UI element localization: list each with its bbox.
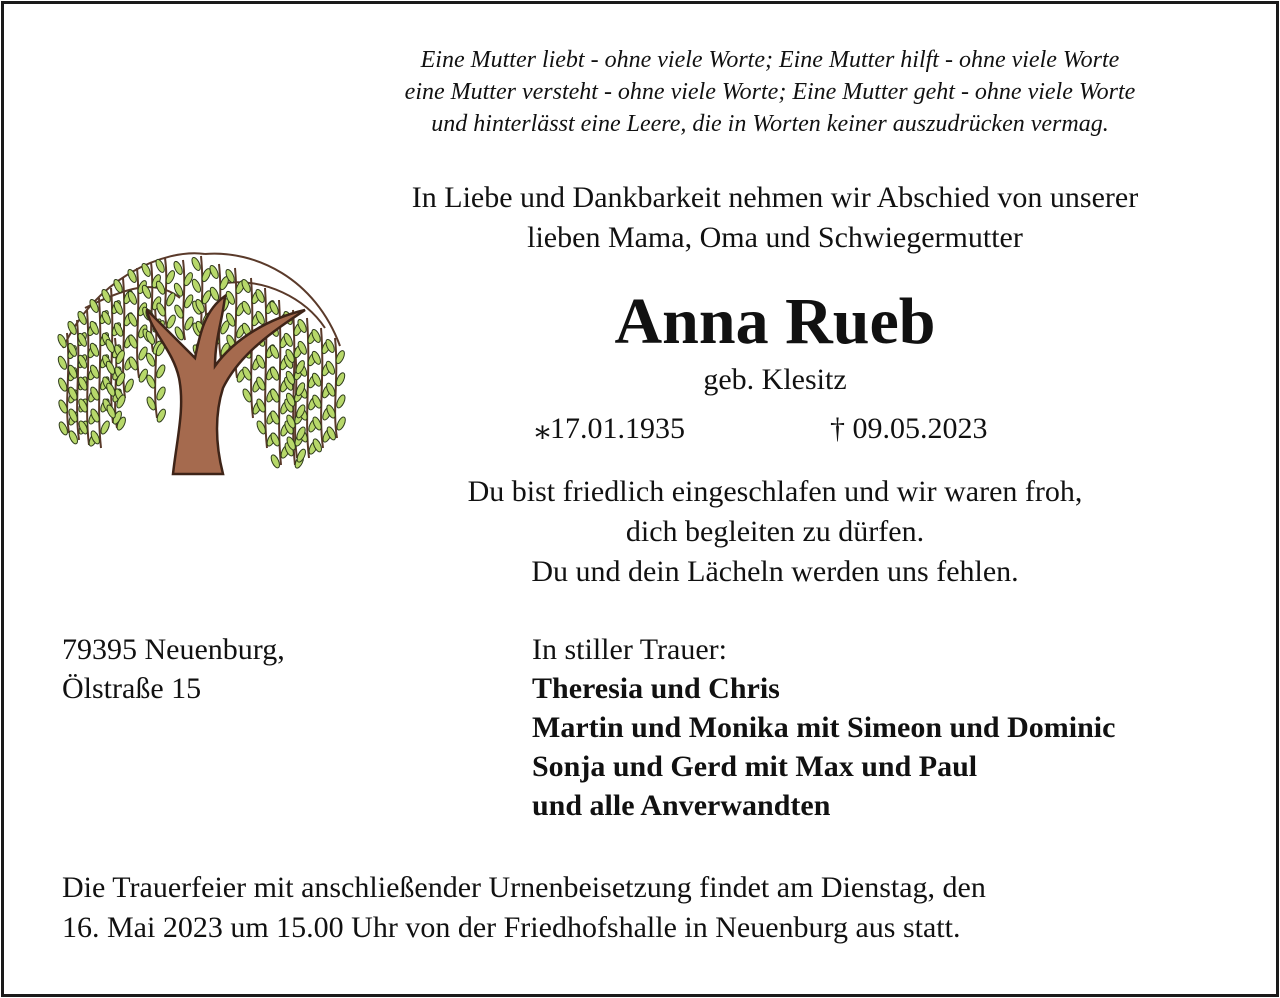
mourners-heading: In stiller Trauer: (532, 633, 727, 666)
willow-strand (137, 268, 139, 378)
footer-line: 16. Mai 2023 um 15.00 Uhr von der Friedhofshalle in Neuenburg aus statt. (62, 911, 961, 944)
funeral-announcement (62, 868, 1222, 948)
verse-line: Du bist friedlich eingeschlafen und wir waren froh, (467, 475, 1083, 508)
deceased-name: Anna Rueb (614, 285, 936, 358)
verse-line: Du und dein Lächeln werden uns fehlen. (531, 555, 1019, 588)
willow-leaf (57, 355, 69, 370)
mourner-name: Sonja und Gerd mit Max und Paul (532, 750, 978, 783)
poem (330, 44, 1210, 140)
willow-leaf (155, 364, 167, 379)
poem-line: eine Mutter versteht - ohne viele Worte; Eine Mutter geht - ohne viele Worte (404, 79, 1136, 105)
death-date: † 09.05.2023 (830, 412, 988, 445)
verse-line: dich begleiten zu dürfen. (625, 515, 925, 548)
mourner-name: und alle Anverwandten (532, 789, 831, 822)
address-line: 79395 Neuenburg, (62, 633, 285, 666)
birth-name: geb. Klesitz (703, 363, 847, 396)
willow-leaf (104, 338, 116, 353)
footer-line: Die Trauerfeier mit anschließender Urnenbeisetzung findet am Dienstag, den (62, 871, 986, 904)
willow-leaf (140, 262, 152, 277)
willow-leaf (191, 278, 203, 293)
willow-leaf (165, 314, 177, 329)
poem-line: Eine Mutter liebt - ohne viele Worte; Eine Mutter hilft - ohne viele Worte (420, 47, 1120, 73)
farewell-intro (330, 178, 1220, 258)
birth-date: ⁎17.01.1935 (535, 412, 685, 445)
mourner-name: Theresia und Chris (532, 672, 780, 705)
intro-line: lieben Mama, Oma und Schwiegermutter (527, 221, 1023, 254)
willow-leaf (190, 256, 202, 271)
address (62, 630, 285, 708)
willow-leaf (155, 386, 167, 401)
weeping-willow-icon (55, 238, 350, 483)
poem-line: und hinterlässt eine Leere, die in Worten keiner auszudrücken vermag. (431, 111, 1109, 137)
willow-leaf (99, 420, 111, 435)
willow-strand (335, 338, 337, 438)
willow-leaf (123, 378, 135, 393)
willow-leaf (335, 394, 347, 409)
address-line: Ölstraße 15 (62, 672, 202, 705)
willow-leaf (105, 360, 117, 375)
intro-line: In Liebe und Dankbarkeit nehmen wir Abschied von unserer (411, 181, 1139, 214)
mourners (532, 630, 1115, 825)
mourner-name: Martin und Monika mit Simeon und Dominic (532, 711, 1116, 744)
willow-leaf (154, 258, 166, 273)
verse (400, 472, 1150, 592)
willow-leaf (335, 416, 347, 431)
willow-leaf (112, 278, 124, 293)
willow-strand (165, 258, 167, 328)
